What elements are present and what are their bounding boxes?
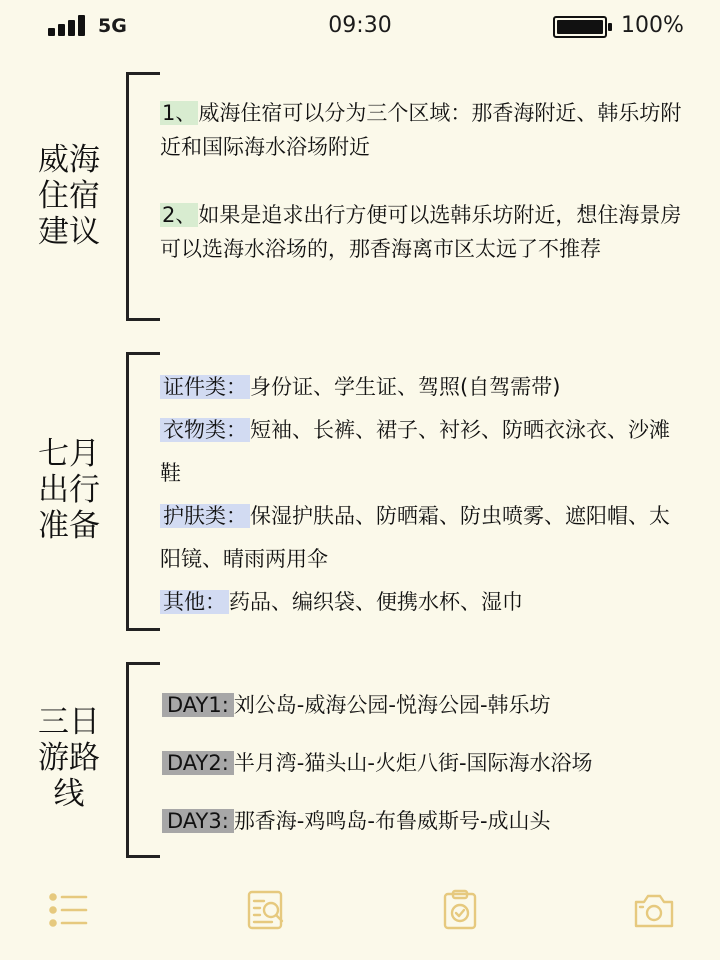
section-bracket	[126, 72, 160, 321]
accommodation-content	[160, 96, 690, 266]
camera-icon	[632, 888, 676, 932]
prep-item-skincare	[160, 495, 690, 581]
search-document-icon	[244, 888, 288, 932]
battery-percentage: 100%	[621, 13, 684, 38]
itinerary-section	[0, 660, 720, 860]
nav-camera-button[interactable]	[632, 888, 676, 932]
prep-text: 保湿护肤品、防晒霜、防虫喷雾、遮阳帽、太阳镜、晴雨两用伞	[160, 504, 670, 571]
title-line: 建议	[38, 214, 100, 250]
title-line: 游路	[38, 740, 100, 776]
bottom-nav	[0, 880, 720, 940]
title-line: 线	[53, 776, 85, 812]
nav-list-button[interactable]	[46, 888, 90, 932]
preparation-section	[0, 352, 720, 632]
day-route: 半月湾-猫头山-火炬八街-国际海水浴场	[233, 751, 593, 775]
itinerary-title	[28, 704, 110, 812]
section-bracket	[126, 352, 160, 631]
nav-search-button[interactable]	[244, 888, 288, 932]
title-line: 准备	[38, 508, 100, 544]
itinerary-day-1	[162, 676, 692, 734]
prep-item-documents	[160, 366, 690, 409]
prep-label: 护肤类：	[160, 504, 250, 528]
status-bar	[0, 0, 720, 56]
clipboard-check-icon	[438, 888, 482, 932]
network-type: 5G	[98, 15, 127, 37]
accommodation-section	[0, 70, 720, 322]
itinerary-day-2	[162, 734, 692, 792]
title-line: 威海	[38, 142, 100, 178]
item-text: 如果是追求出行方便可以选韩乐坊附近，想住海景房可以选海水浴场的，那香海离市区太远了不推荐	[160, 203, 682, 261]
prep-item-other	[160, 581, 690, 624]
prep-text: 药品、编织袋、便携水杯、湿巾	[229, 590, 523, 614]
battery-icon	[553, 16, 607, 38]
itinerary-content	[162, 676, 692, 850]
prep-text: 短袖、长裤、裙子、衬衫、防晒衣泳衣、沙滩鞋	[160, 418, 670, 485]
accommodation-item-1	[160, 96, 690, 164]
prep-label: 其他：	[160, 590, 229, 614]
list-icon	[46, 888, 90, 932]
title-line: 出行	[38, 472, 100, 508]
item-number: 2、	[162, 203, 197, 227]
title-line: 三日	[38, 704, 100, 740]
preparation-content	[160, 366, 690, 624]
day-route: 刘公岛-威海公园-悦海公园-韩乐坊	[233, 693, 551, 717]
title-line: 住宿	[38, 178, 100, 214]
itinerary-day-3	[162, 792, 692, 850]
item-number: 1、	[162, 101, 197, 125]
section-bracket	[126, 662, 160, 858]
prep-text: 身份证、学生证、驾照(自驾需带)	[250, 375, 561, 399]
item-text: 威海住宿可以分为三个区域：那香海附近、韩乐坊附近和国际海水浴场附近	[160, 101, 682, 159]
clock: 09:30	[328, 13, 392, 38]
nav-checklist-button[interactable]	[438, 888, 482, 932]
prep-label: 证件类：	[160, 375, 250, 399]
title-line: 七月	[38, 436, 100, 472]
day-label: DAY3:	[162, 809, 234, 833]
day-label: DAY2:	[162, 751, 234, 775]
accommodation-item-2	[160, 198, 690, 266]
accommodation-title	[28, 142, 110, 250]
day-route: 那香海-鸡鸣岛-布鲁威斯号-成山头	[233, 809, 551, 833]
preparation-title	[28, 436, 110, 544]
day-label: DAY1:	[162, 693, 234, 717]
prep-label: 衣物类：	[160, 418, 250, 442]
prep-item-clothing	[160, 409, 690, 495]
